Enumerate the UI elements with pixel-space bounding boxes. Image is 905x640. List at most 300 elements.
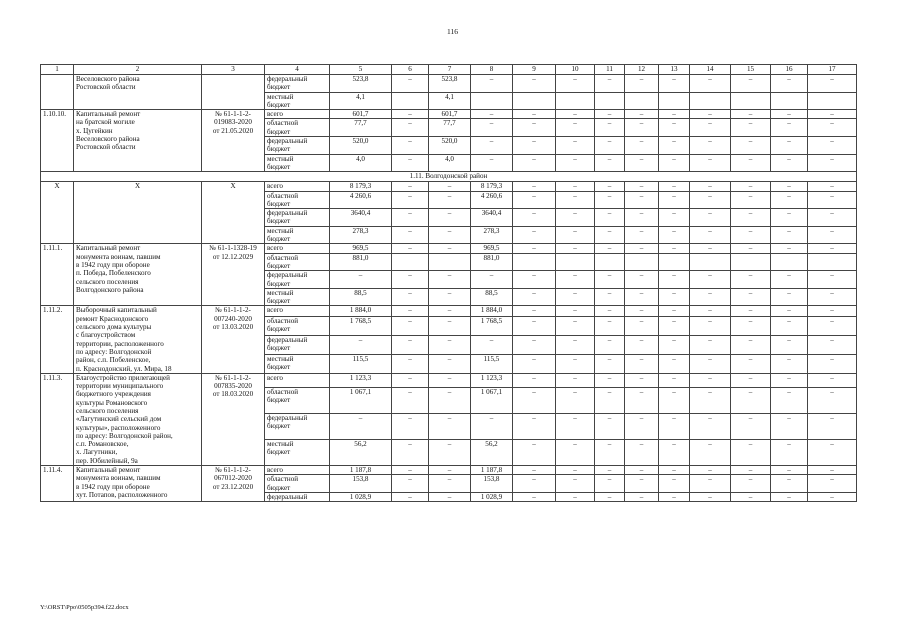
amount-cell — [771, 253, 808, 271]
amount-cell: – — [556, 335, 595, 354]
amount-cell: – — [513, 354, 556, 373]
amount-cell: – — [690, 209, 731, 227]
amount-cell: – — [513, 316, 556, 335]
amount-cell: – — [513, 466, 556, 475]
amount-cell — [690, 253, 731, 271]
item-number — [41, 75, 74, 110]
amount-cell: 4,0 — [429, 154, 471, 172]
funding-source: федеральный бюджет — [265, 335, 330, 354]
amount-cell: – — [771, 209, 808, 227]
amount-cell: 1 067,1 — [330, 387, 392, 413]
amount-cell: – — [392, 316, 429, 335]
amount-cell: – — [731, 335, 771, 354]
amount-cell: – — [513, 492, 556, 501]
amount-cell: – — [429, 373, 471, 387]
amount-cell: – — [771, 182, 808, 191]
item-number: 1.11.4. — [41, 466, 74, 502]
amount-cell: – — [625, 110, 659, 119]
amount-cell: – — [429, 271, 471, 289]
amount-cell: – — [595, 119, 625, 137]
amount-cell: – — [556, 182, 595, 191]
amount-cell: – — [731, 306, 771, 316]
amount-cell: – — [808, 288, 857, 306]
amount-cell: – — [513, 110, 556, 119]
amount-cell: – — [690, 373, 731, 387]
amount-cell: – — [595, 354, 625, 373]
amount-cell: – — [731, 154, 771, 172]
amount-cell: – — [690, 119, 731, 137]
amount-cell: 4 260,6 — [330, 191, 392, 209]
amount-cell: – — [625, 119, 659, 137]
amount-cell: 1 123,3 — [471, 373, 513, 387]
amount-cell: – — [556, 373, 595, 387]
amount-cell: – — [556, 439, 595, 465]
amount-cell: 881,0 — [471, 253, 513, 271]
amount-cell: – — [625, 191, 659, 209]
amount-cell: – — [392, 137, 429, 155]
amount-cell: – — [513, 387, 556, 413]
amount-cell: – — [330, 271, 392, 289]
amount-cell: 523,8 — [330, 75, 392, 93]
amount-cell: – — [659, 475, 690, 493]
funding-source: всего — [265, 110, 330, 119]
amount-cell: – — [808, 137, 857, 155]
funding-source: федеральный бюджет — [265, 413, 330, 439]
amount-cell: – — [625, 466, 659, 475]
amount-cell: – — [625, 335, 659, 354]
amount-cell: – — [808, 226, 857, 244]
amount-cell: – — [808, 191, 857, 209]
amount-cell: – — [690, 191, 731, 209]
amount-cell: – — [659, 288, 690, 306]
amount-cell: – — [471, 119, 513, 137]
amount-cell: – — [690, 154, 731, 172]
amount-cell: – — [429, 182, 471, 191]
amount-cell: – — [330, 413, 392, 439]
amount-cell: – — [625, 413, 659, 439]
amount-cell: – — [731, 475, 771, 493]
amount-cell: – — [808, 475, 857, 493]
amount-cell: 3640,4 — [330, 209, 392, 227]
amount-cell: – — [429, 475, 471, 493]
amount-cell: – — [659, 110, 690, 119]
column-number-cell: 17 — [808, 65, 857, 75]
amount-cell: – — [731, 137, 771, 155]
amount-cell: – — [513, 244, 556, 253]
expertise-doc: № 61-1-1-2- 067012-2020 от 23.12.2020 — [202, 466, 265, 502]
amount-cell: – — [731, 191, 771, 209]
amount-cell: – — [771, 137, 808, 155]
table-row — [41, 306, 857, 316]
amount-cell: – — [771, 244, 808, 253]
item-number: Х — [41, 182, 74, 244]
amount-cell: – — [392, 492, 429, 501]
amount-cell: – — [771, 154, 808, 172]
amount-cell — [513, 92, 556, 110]
amount-cell: – — [429, 226, 471, 244]
amount-cell: – — [513, 475, 556, 493]
amount-cell: – — [690, 387, 731, 413]
amount-cell: – — [808, 316, 857, 335]
amount-cell: – — [595, 244, 625, 253]
amount-cell: – — [556, 316, 595, 335]
object-name: Выборочный капитальный ремонт Краснодонского сельского дома культуры с благоустройством территории, расположенного по адресу: Волгодонской район, с.п. Побеленское, п. Краснодонский, ул. Мира, 18 — [74, 306, 202, 373]
amount-cell: – — [429, 492, 471, 501]
amount-cell: – — [808, 110, 857, 119]
amount-cell: – — [556, 271, 595, 289]
amount-cell: – — [513, 154, 556, 172]
amount-cell: – — [690, 335, 731, 354]
amount-cell: – — [625, 306, 659, 316]
amount-cell: – — [690, 226, 731, 244]
amount-cell — [429, 253, 471, 271]
amount-cell: – — [659, 373, 690, 387]
amount-cell: – — [731, 110, 771, 119]
amount-cell: – — [659, 439, 690, 465]
amount-cell: 1 768,5 — [471, 316, 513, 335]
object-name: Веселовского района Ростовской области — [74, 75, 202, 110]
amount-cell: – — [513, 306, 556, 316]
expertise-doc: Х — [202, 182, 265, 244]
amount-cell: – — [392, 306, 429, 316]
amount-cell: – — [556, 466, 595, 475]
amount-cell: – — [690, 182, 731, 191]
amount-cell: – — [771, 439, 808, 465]
expertise-doc: № 61-1-1-2- 019083-2020 от 21.05.2020 — [202, 110, 265, 172]
funding-source: областной бюджет — [265, 119, 330, 137]
amount-cell: – — [659, 306, 690, 316]
funding-source: областной бюджет — [265, 191, 330, 209]
funding-source: федеральный бюджет — [265, 271, 330, 289]
amount-cell: – — [595, 439, 625, 465]
column-number-cell: 11 — [595, 65, 625, 75]
amount-cell: – — [513, 373, 556, 387]
amount-cell: – — [659, 75, 690, 93]
amount-cell: – — [625, 354, 659, 373]
amount-cell: – — [513, 209, 556, 227]
funding-source: всего — [265, 306, 330, 316]
amount-cell: – — [690, 439, 731, 465]
amount-cell: 1 028,9 — [330, 492, 392, 501]
amount-cell: – — [471, 110, 513, 119]
expertise-doc: № 61-1-1328-19 от 12.12.2029 — [202, 244, 265, 306]
amount-cell: – — [429, 209, 471, 227]
amount-cell: – — [513, 191, 556, 209]
amount-cell: 520,0 — [429, 137, 471, 155]
amount-cell: – — [595, 316, 625, 335]
amount-cell: – — [808, 373, 857, 387]
object-name: Капитальный ремонт монумента воинам, павшим в 1942 году при обороне хут. Потапов, расположенного — [74, 466, 202, 502]
amount-cell: – — [392, 191, 429, 209]
amount-cell: 115,5 — [471, 354, 513, 373]
amount-cell: – — [625, 182, 659, 191]
item-number: 1.11.3. — [41, 373, 74, 465]
amount-cell: – — [556, 288, 595, 306]
amount-cell: – — [771, 271, 808, 289]
amount-cell: – — [771, 191, 808, 209]
amount-cell: 1 187,8 — [330, 466, 392, 475]
amount-cell — [771, 92, 808, 110]
amount-cell: 1 067,1 — [471, 387, 513, 413]
funding-source: областной бюджет — [265, 475, 330, 493]
amount-cell: 4,1 — [330, 92, 392, 110]
amount-cell — [731, 92, 771, 110]
amount-cell: – — [392, 226, 429, 244]
amount-cell: – — [429, 335, 471, 354]
amount-cell: – — [808, 154, 857, 172]
amount-cell: – — [392, 288, 429, 306]
amount-cell: 881,0 — [330, 253, 392, 271]
amount-cell: – — [392, 154, 429, 172]
amount-cell: – — [659, 271, 690, 289]
amount-cell: – — [771, 413, 808, 439]
amount-cell: – — [808, 306, 857, 316]
budget-table — [40, 64, 856, 502]
amount-cell: – — [429, 316, 471, 335]
amount-cell: – — [595, 335, 625, 354]
funding-source: всего — [265, 244, 330, 253]
amount-cell: – — [771, 335, 808, 354]
table-row — [41, 466, 857, 475]
amount-cell: 4 260,6 — [471, 191, 513, 209]
amount-cell: – — [429, 466, 471, 475]
amount-cell: – — [808, 271, 857, 289]
amount-cell: – — [595, 182, 625, 191]
funding-source: областной бюджет — [265, 253, 330, 271]
amount-cell: – — [690, 75, 731, 93]
amount-cell: 278,3 — [330, 226, 392, 244]
amount-cell: – — [731, 373, 771, 387]
amount-cell: – — [690, 244, 731, 253]
amount-cell: – — [808, 75, 857, 93]
amount-cell: – — [392, 373, 429, 387]
amount-cell — [392, 92, 429, 110]
object-name: Капитальный ремонт на братской могиле х. Цугейкин Веселовского района Ростовской области — [74, 110, 202, 172]
amount-cell: – — [659, 191, 690, 209]
amount-cell: 56,2 — [330, 439, 392, 465]
amount-cell: – — [731, 119, 771, 137]
amount-cell: – — [392, 244, 429, 253]
column-number-cell: 12 — [625, 65, 659, 75]
amount-cell: – — [659, 316, 690, 335]
amount-cell: – — [392, 354, 429, 373]
amount-cell: – — [659, 354, 690, 373]
amount-cell: – — [659, 335, 690, 354]
amount-cell: – — [513, 137, 556, 155]
amount-cell: – — [595, 191, 625, 209]
amount-cell: – — [625, 439, 659, 465]
amount-cell: – — [808, 413, 857, 439]
amount-cell: – — [625, 244, 659, 253]
column-number-cell: 4 — [265, 65, 330, 75]
amount-cell: – — [659, 466, 690, 475]
amount-cell: – — [771, 288, 808, 306]
table-row — [41, 373, 857, 387]
amount-cell: 77,7 — [330, 119, 392, 137]
amount-cell: – — [595, 373, 625, 387]
amount-cell: – — [771, 119, 808, 137]
object-name: Благоустройство прилегающей территории муниципального бюджетного учреждения культуры Романовского сельского поселения «Лагутинский сельский дом культуры», расположенного по адресу: Волгодонской район, с.п. Романовское, х. Лагутники, пер. Юбилейный, 9а — [74, 373, 202, 465]
amount-cell: – — [690, 354, 731, 373]
amount-cell: – — [595, 475, 625, 493]
amount-cell — [625, 92, 659, 110]
amount-cell: – — [659, 413, 690, 439]
amount-cell: 8 179,3 — [330, 182, 392, 191]
amount-cell: – — [429, 191, 471, 209]
funding-source: местный бюджет — [265, 226, 330, 244]
amount-cell: – — [731, 492, 771, 501]
amount-cell — [659, 92, 690, 110]
item-number: 1.11.1. — [41, 244, 74, 306]
amount-cell: – — [595, 154, 625, 172]
amount-cell: – — [513, 75, 556, 93]
amount-cell: – — [808, 492, 857, 501]
amount-cell: – — [625, 288, 659, 306]
amount-cell: – — [556, 387, 595, 413]
amount-cell — [808, 92, 857, 110]
column-number-cell: 8 — [471, 65, 513, 75]
expertise-doc: № 61-1-1-2- 007835-2020 от 18.03.2020 — [202, 373, 265, 465]
amount-cell: – — [731, 439, 771, 465]
funding-source: местный бюджет — [265, 439, 330, 465]
amount-cell: – — [392, 439, 429, 465]
amount-cell: – — [690, 288, 731, 306]
amount-cell: – — [595, 306, 625, 316]
amount-cell — [513, 253, 556, 271]
amount-cell: – — [429, 387, 471, 413]
amount-cell: – — [771, 110, 808, 119]
amount-cell: – — [659, 209, 690, 227]
table-row — [41, 110, 857, 119]
amount-cell: – — [771, 466, 808, 475]
amount-cell: – — [625, 316, 659, 335]
amount-cell — [595, 92, 625, 110]
amount-cell: – — [659, 387, 690, 413]
column-number-cell: 9 — [513, 65, 556, 75]
amount-cell: – — [731, 288, 771, 306]
amount-cell: 8 179,3 — [471, 182, 513, 191]
amount-cell: 115,5 — [330, 354, 392, 373]
amount-cell: – — [392, 209, 429, 227]
amount-cell: – — [731, 244, 771, 253]
amount-cell: – — [690, 110, 731, 119]
amount-cell: – — [392, 110, 429, 119]
amount-cell: – — [513, 182, 556, 191]
amount-cell: 1 123,3 — [330, 373, 392, 387]
item-number: 1.10.10. — [41, 110, 74, 172]
amount-cell: 601,7 — [330, 110, 392, 119]
amount-cell: – — [595, 288, 625, 306]
funding-source: всего — [265, 466, 330, 475]
amount-cell: – — [731, 182, 771, 191]
amount-cell: 3640,4 — [471, 209, 513, 227]
amount-cell: – — [556, 306, 595, 316]
amount-cell: – — [771, 354, 808, 373]
funding-source: федеральный — [265, 492, 330, 501]
amount-cell: – — [690, 137, 731, 155]
amount-cell: – — [690, 306, 731, 316]
section-heading-row — [41, 172, 857, 182]
amount-cell: 153,8 — [471, 475, 513, 493]
amount-cell: – — [808, 354, 857, 373]
amount-cell: – — [392, 75, 429, 93]
amount-cell: – — [659, 137, 690, 155]
amount-cell: – — [471, 271, 513, 289]
amount-cell — [659, 253, 690, 271]
amount-cell: – — [429, 354, 471, 373]
amount-cell: – — [392, 466, 429, 475]
amount-cell: – — [513, 439, 556, 465]
amount-cell: – — [808, 182, 857, 191]
amount-cell: – — [595, 271, 625, 289]
amount-cell: – — [429, 306, 471, 316]
amount-cell: – — [731, 413, 771, 439]
amount-cell: – — [771, 75, 808, 93]
amount-cell: 278,3 — [471, 226, 513, 244]
amount-cell: – — [556, 154, 595, 172]
section-title: 1.11. Волгодонской район — [41, 172, 857, 182]
amount-cell: – — [595, 209, 625, 227]
amount-cell — [556, 92, 595, 110]
funding-source: областной бюджет — [265, 387, 330, 413]
amount-cell: 1 768,5 — [330, 316, 392, 335]
amount-cell: – — [429, 413, 471, 439]
file-path-footer: Y:\ORST\Ppo\0505p394.f22.docx — [40, 604, 129, 611]
amount-cell: – — [731, 226, 771, 244]
amount-cell: – — [771, 226, 808, 244]
amount-cell: – — [690, 413, 731, 439]
amount-cell: 4,0 — [330, 154, 392, 172]
funding-source: местный бюджет — [265, 154, 330, 172]
amount-cell — [471, 92, 513, 110]
funding-source: местный бюджет — [265, 288, 330, 306]
amount-cell — [625, 253, 659, 271]
column-number-cell: 6 — [392, 65, 429, 75]
amount-cell: – — [625, 271, 659, 289]
table-row — [41, 244, 857, 253]
amount-cell: – — [808, 439, 857, 465]
amount-cell: – — [659, 244, 690, 253]
amount-cell: – — [513, 288, 556, 306]
amount-cell: – — [731, 354, 771, 373]
amount-cell: – — [392, 271, 429, 289]
amount-cell: – — [625, 492, 659, 501]
amount-cell: – — [731, 75, 771, 93]
funding-source: всего — [265, 373, 330, 387]
amount-cell: – — [731, 271, 771, 289]
amount-cell: – — [513, 119, 556, 137]
amount-cell: – — [771, 373, 808, 387]
amount-cell: – — [625, 137, 659, 155]
amount-cell: – — [392, 182, 429, 191]
amount-cell: 88,5 — [330, 288, 392, 306]
amount-cell: – — [659, 182, 690, 191]
amount-cell: – — [556, 110, 595, 119]
amount-cell: – — [808, 466, 857, 475]
funding-source: всего — [265, 182, 330, 191]
amount-cell: – — [471, 335, 513, 354]
amount-cell: – — [625, 387, 659, 413]
amount-cell — [690, 92, 731, 110]
amount-cell: – — [690, 475, 731, 493]
amount-cell: – — [471, 413, 513, 439]
amount-cell: – — [556, 413, 595, 439]
amount-cell: – — [392, 475, 429, 493]
amount-cell: – — [771, 306, 808, 316]
amount-cell: – — [556, 492, 595, 501]
amount-cell: – — [595, 110, 625, 119]
amount-cell: – — [392, 387, 429, 413]
